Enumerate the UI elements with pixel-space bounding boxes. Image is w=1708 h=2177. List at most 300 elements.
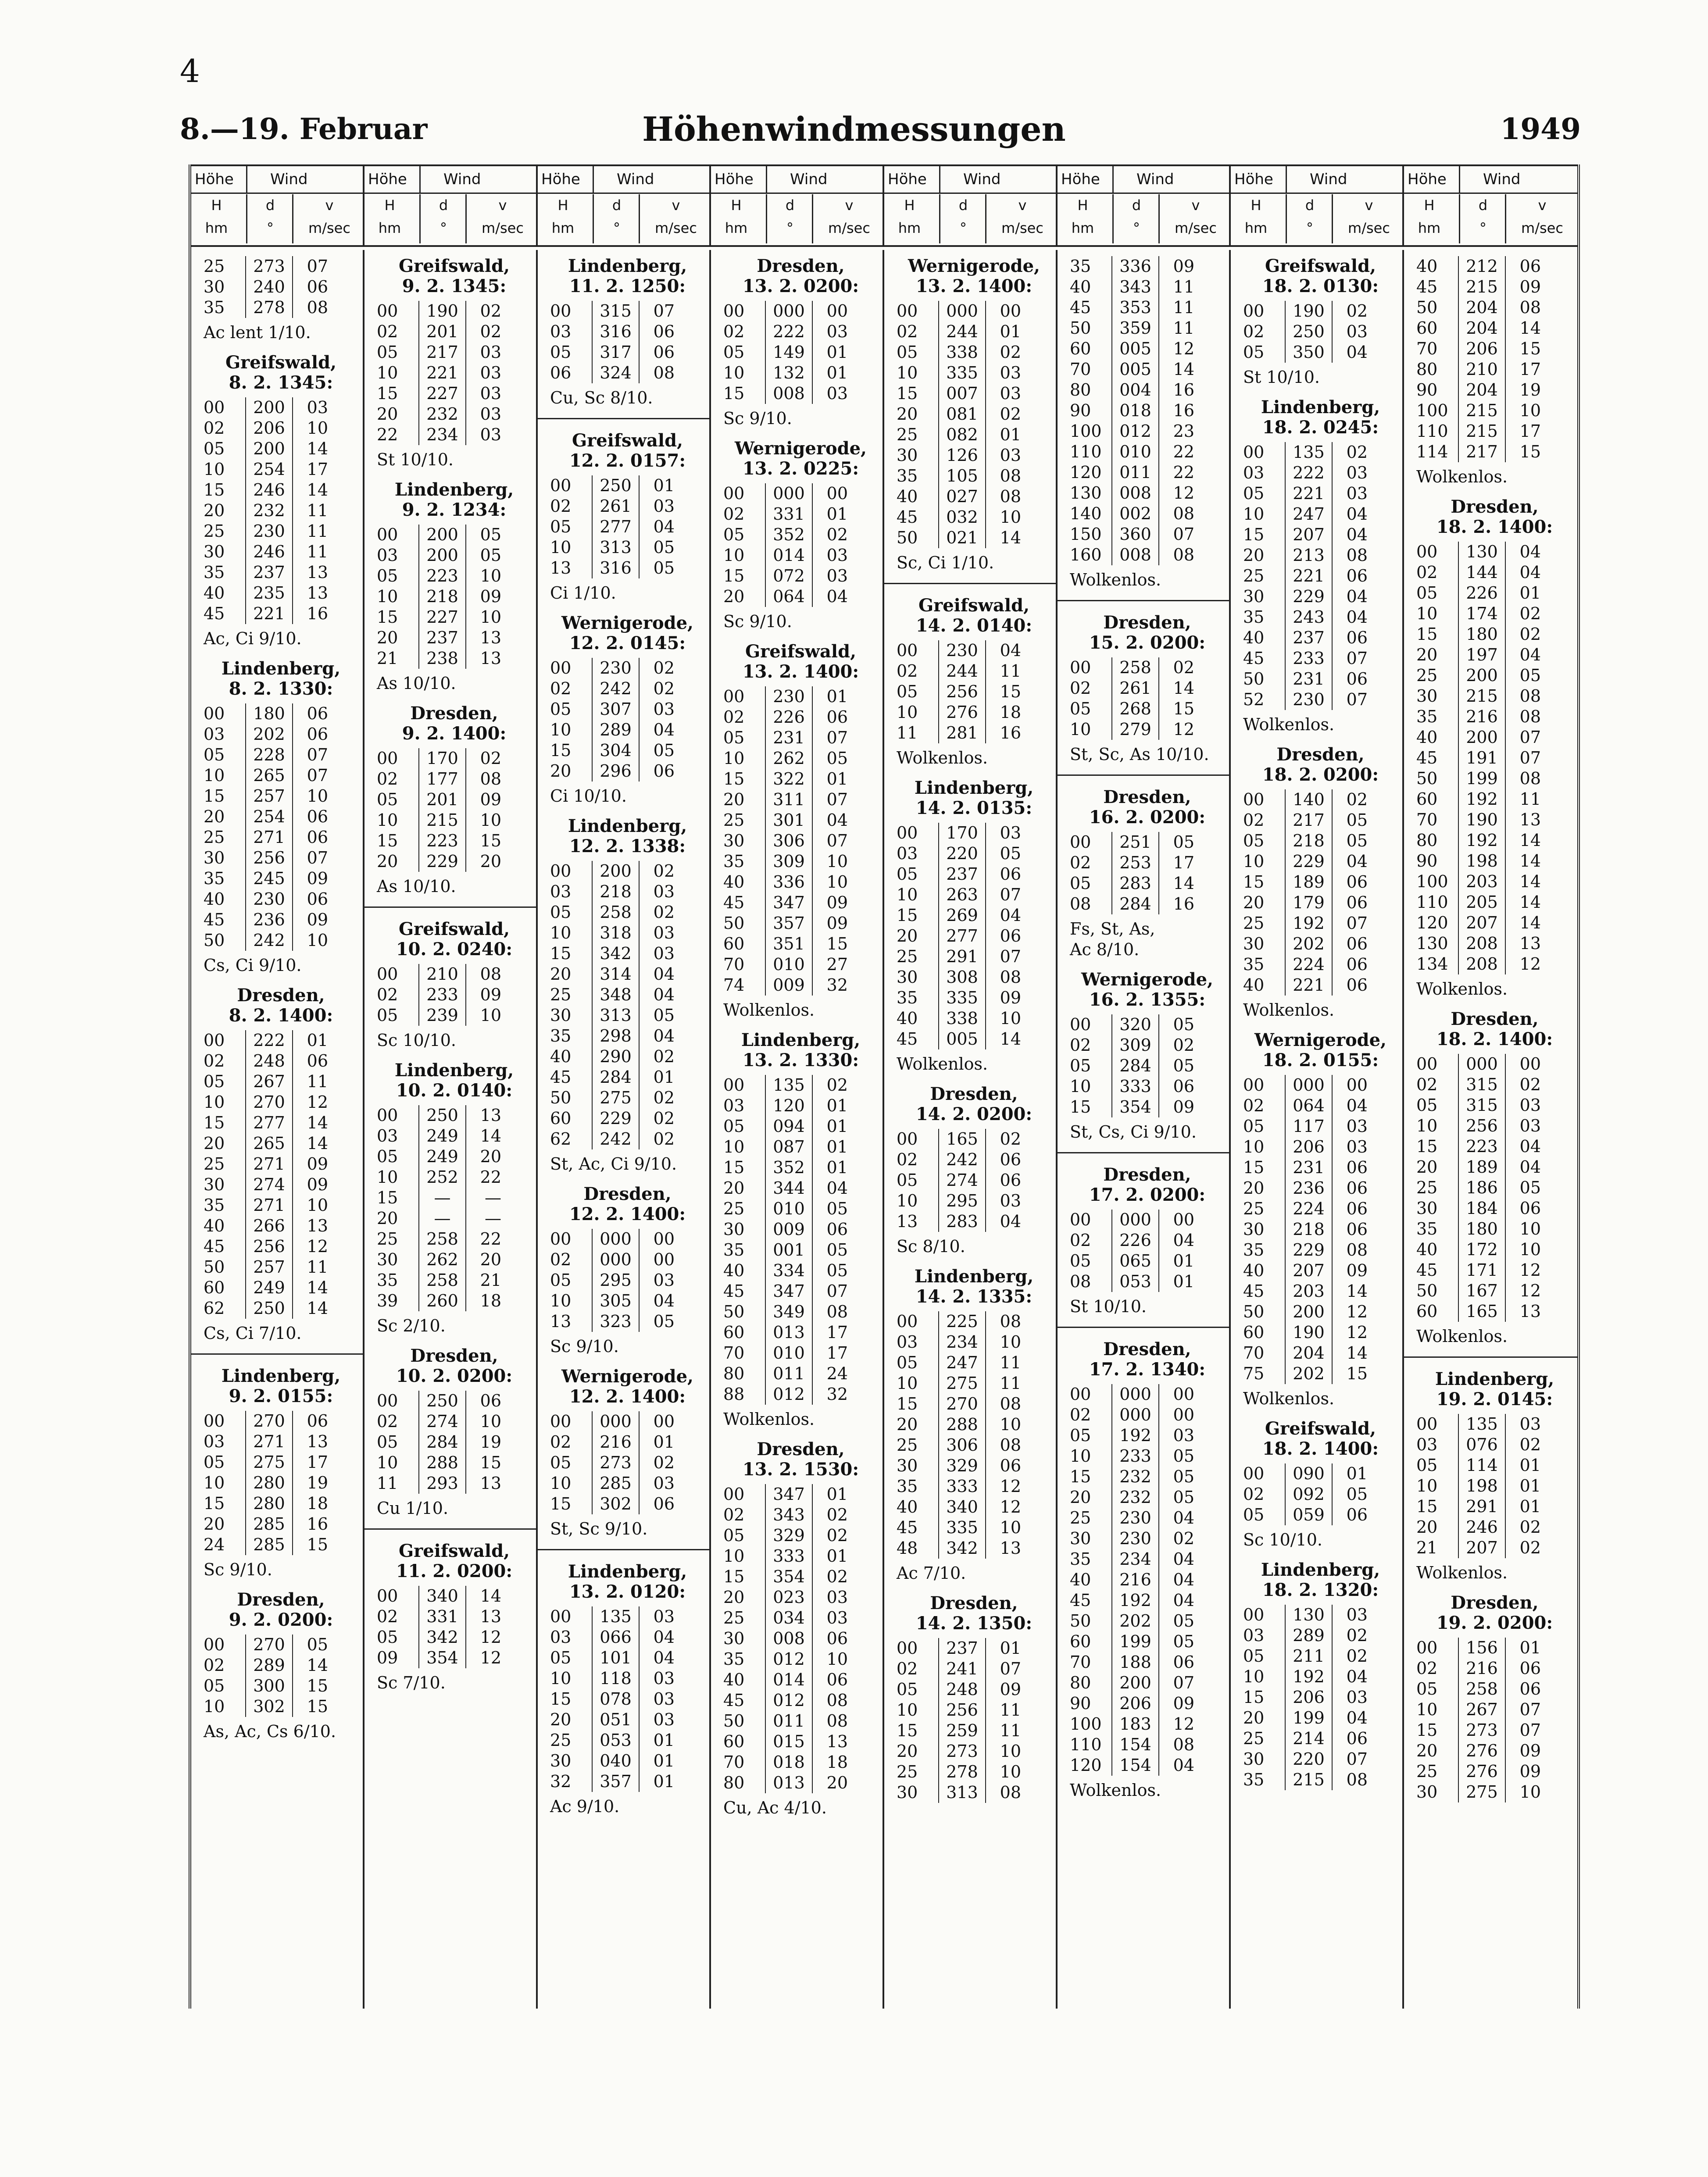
station-title-line: Greifswald, <box>918 595 1030 616</box>
speed-value: 02 <box>1346 1646 1368 1666</box>
direction-value: 214 <box>1285 1728 1333 1749</box>
direction-value: 262 <box>418 1249 466 1270</box>
height-value: 05 <box>897 864 918 884</box>
table-row <box>723 1567 878 1587</box>
direction-value: 226 <box>1458 583 1506 603</box>
station-block <box>1416 256 1573 487</box>
header-symbol: H <box>1251 197 1261 214</box>
height-value: 39 <box>377 1291 398 1310</box>
table-row <box>377 1249 532 1270</box>
direction-value: 334 <box>765 1260 813 1281</box>
direction-value: 118 <box>592 1668 640 1689</box>
table-row <box>204 724 358 745</box>
speed-value: 04 <box>653 985 675 1004</box>
height-value: 20 <box>377 1209 398 1228</box>
station-title-line: 13. 2. 1530: <box>742 1459 859 1480</box>
cloud-note <box>1070 919 1225 960</box>
speed-value: 11 <box>307 521 328 541</box>
height-value: 20 <box>550 1710 572 1729</box>
table-row <box>550 923 705 943</box>
table-row <box>1416 1414 1573 1435</box>
speed-value: 06 <box>1346 872 1368 892</box>
direction-value: 207 <box>1285 1260 1333 1281</box>
station-block <box>204 1590 358 1742</box>
height-value: 130 <box>1416 934 1448 953</box>
cloud-note <box>377 1030 532 1051</box>
station-title-line: 17. 2. 0200: <box>1089 1185 1206 1205</box>
table-row <box>723 1484 878 1505</box>
direction-value: 215 <box>418 810 466 831</box>
header-divider <box>1158 194 1160 243</box>
station-title-line: Dresden, <box>1451 496 1539 517</box>
direction-value: 258 <box>418 1229 466 1249</box>
table-row <box>723 321 878 342</box>
table-row <box>377 648 532 669</box>
height-value: 15 <box>1416 1137 1438 1156</box>
station-title <box>377 1541 532 1581</box>
height-value: 05 <box>723 1526 745 1545</box>
height-value: 05 <box>1243 1505 1265 1524</box>
station-title-line: 18. 2. 0245: <box>1262 417 1379 438</box>
height-value: 15 <box>723 769 745 789</box>
direction-value: 207 <box>1458 913 1506 933</box>
speed-value: 04 <box>653 1648 675 1667</box>
table-row <box>1070 380 1225 400</box>
table-row <box>204 277 358 297</box>
speed-value: 18 <box>1000 703 1021 722</box>
table-row <box>897 967 1051 988</box>
direction-value: 130 <box>1458 542 1506 562</box>
cloud-note <box>204 1721 358 1742</box>
direction-value: 265 <box>245 765 293 786</box>
direction-value: 192 <box>1111 1425 1159 1446</box>
table-row <box>723 1690 878 1711</box>
table-row <box>204 1473 358 1493</box>
table-row <box>1416 913 1573 933</box>
height-value: 50 <box>204 931 225 950</box>
direction-value: 135 <box>592 1606 640 1627</box>
direction-value: 156 <box>1458 1638 1506 1658</box>
header-hoehe: Höhe <box>715 171 754 188</box>
station-block <box>1416 1369 1573 1583</box>
height-value: 35 <box>723 1240 745 1260</box>
speed-value: 19 <box>1519 380 1541 400</box>
table-row <box>723 769 878 789</box>
speed-value: 04 <box>653 720 675 739</box>
direction-value: 172 <box>1458 1239 1506 1260</box>
height-value: 00 <box>723 301 745 321</box>
height-value: 00 <box>550 1607 572 1626</box>
header-symbol: d <box>439 197 448 214</box>
direction-value: 221 <box>1285 975 1333 996</box>
height-value: 30 <box>1416 1782 1438 1802</box>
direction-value: 320 <box>1111 1014 1159 1035</box>
station-title-line: 13. 2. 1330: <box>742 1050 859 1071</box>
table-row <box>204 1452 358 1473</box>
direction-value: 357 <box>765 913 813 934</box>
table-column <box>364 250 538 2009</box>
direction-value: 197 <box>1458 645 1506 665</box>
direction-value: 000 <box>1458 1054 1506 1074</box>
direction-value: 256 <box>245 848 293 868</box>
station-block <box>723 256 878 429</box>
direction-value: 296 <box>592 761 640 782</box>
table-row <box>1416 1198 1573 1219</box>
direction-value: 241 <box>938 1659 986 1679</box>
station-title <box>723 1439 878 1480</box>
speed-value: 07 <box>307 766 328 785</box>
height-value: 05 <box>897 1171 918 1190</box>
height-value: 05 <box>897 1680 918 1699</box>
height-value: 02 <box>1416 1075 1438 1094</box>
direction-value: 018 <box>1111 400 1159 421</box>
height-value: 80 <box>1070 1673 1091 1692</box>
block-separator <box>1058 1152 1229 1153</box>
cloud-note-line: St, Ac, Ci 9/10. <box>550 1154 677 1174</box>
station-block <box>550 1562 705 1817</box>
height-value: 30 <box>204 277 225 296</box>
height-value: 00 <box>1243 443 1265 462</box>
height-value: 05 <box>204 1676 225 1695</box>
direction-value: 215 <box>1458 686 1506 707</box>
height-value: 70 <box>1416 810 1438 829</box>
direction-value: 015 <box>765 1731 813 1752</box>
direction-value: 011 <box>1111 462 1159 483</box>
station-title-line: Lindenberg, <box>394 1060 514 1081</box>
table-row <box>723 545 878 566</box>
speed-value: 12 <box>1173 720 1194 739</box>
station-title <box>550 256 705 296</box>
table-row <box>550 301 705 321</box>
table-row <box>550 699 705 720</box>
direction-value: 064 <box>765 586 813 607</box>
cloud-note <box>1243 714 1398 735</box>
speed-value: 17 <box>826 1343 848 1363</box>
height-value: 70 <box>1416 339 1438 358</box>
speed-value: 14 <box>307 1278 328 1297</box>
station-title-line: 11. 2. 0200: <box>396 1561 513 1581</box>
speed-value: 01 <box>1000 322 1021 341</box>
height-value: 15 <box>897 906 918 925</box>
direction-value: 229 <box>418 851 466 872</box>
table-row <box>897 1476 1051 1497</box>
speed-value: 21 <box>480 1271 501 1290</box>
height-value: 00 <box>377 749 398 768</box>
height-value: 45 <box>723 1281 745 1301</box>
station-title-line: Lindenberg, <box>568 256 687 276</box>
table-row <box>204 1514 358 1535</box>
height-value: 30 <box>204 542 225 561</box>
table-row <box>1416 933 1573 954</box>
speed-value: 06 <box>1000 1150 1021 1169</box>
height-value: 40 <box>1243 1261 1265 1280</box>
header-wind: Wind <box>1136 171 1174 188</box>
station-title-line: 14. 2. 1335: <box>915 1286 1033 1307</box>
direction-value: 001 <box>765 1240 813 1260</box>
speed-value: 03 <box>653 1710 675 1729</box>
speed-value: 15 <box>307 1535 328 1554</box>
header-unit: hm <box>898 220 921 236</box>
cloud-note-line: St, Sc 9/10. <box>550 1519 648 1538</box>
table-row <box>723 954 878 975</box>
direction-value: 342 <box>418 1627 466 1648</box>
direction-value: 222 <box>245 1030 293 1051</box>
speed-value: 02 <box>1519 625 1541 644</box>
table-row <box>1070 1076 1225 1097</box>
height-value: 05 <box>377 1147 398 1166</box>
direction-value: 226 <box>1111 1230 1159 1251</box>
speed-value: 19 <box>480 1432 501 1452</box>
speed-value: 02 <box>1346 790 1368 809</box>
height-value: 00 <box>723 1485 745 1504</box>
direction-value: 293 <box>418 1473 466 1494</box>
station-block <box>1243 745 1398 1021</box>
height-value: 10 <box>204 1473 225 1492</box>
table-row <box>897 702 1051 723</box>
direction-value: 216 <box>592 1432 640 1453</box>
height-value: 45 <box>204 1237 225 1256</box>
direction-value: 230 <box>245 889 293 910</box>
height-value: 50 <box>723 1711 745 1731</box>
station-title-line: Wernigerode, <box>735 438 867 459</box>
height-value: 10 <box>377 363 398 382</box>
header-units <box>538 194 709 243</box>
height-value: 45 <box>1416 1260 1438 1280</box>
cloud-note-line: Cs, Ci 9/10. <box>204 956 302 975</box>
direction-value: 200 <box>1111 1673 1159 1693</box>
height-value: 30 <box>897 446 918 465</box>
table-row <box>550 1249 705 1270</box>
table-row <box>1416 1455 1573 1476</box>
direction-value: 270 <box>245 1635 293 1655</box>
direction-value: 243 <box>1285 607 1333 628</box>
height-value: 03 <box>1416 1435 1438 1454</box>
direction-value: 217 <box>1458 442 1506 462</box>
header-top <box>538 166 709 194</box>
station-title-line: Wernigerode, <box>561 613 693 633</box>
speed-value: 14 <box>480 1126 501 1146</box>
speed-value: 20 <box>480 1147 501 1166</box>
table-row <box>550 321 705 342</box>
height-value: 20 <box>723 1588 745 1607</box>
table-row <box>204 562 358 583</box>
cloud-note <box>550 388 705 408</box>
station-title-line: Dresden, <box>583 1184 672 1204</box>
station-block <box>1416 497 1573 999</box>
height-value: 00 <box>1243 301 1265 321</box>
speed-value: 04 <box>1346 1096 1368 1115</box>
height-value: 03 <box>377 546 398 565</box>
header-symbol: H <box>1424 197 1435 214</box>
station-title-line: Greifswald, <box>225 352 337 373</box>
speed-value: 15 <box>1000 682 1021 701</box>
station-block <box>897 778 1051 1074</box>
table-row <box>550 1432 705 1453</box>
table-row <box>1243 1302 1398 1322</box>
height-value: 20 <box>1243 893 1265 912</box>
table-row <box>723 1587 878 1608</box>
station-title-line: 9. 2. 1234: <box>402 500 507 520</box>
speed-value: 08 <box>1000 1783 1021 1802</box>
speed-value: 07 <box>1519 748 1541 767</box>
speed-value: 02 <box>480 749 501 768</box>
direction-value: 215 <box>1458 421 1506 442</box>
speed-value: 04 <box>1346 587 1368 606</box>
speed-value: 02 <box>1519 1538 1541 1557</box>
speed-value: 16 <box>1173 380 1194 400</box>
speed-value: 22 <box>1173 463 1194 482</box>
height-value: 90 <box>1070 1694 1091 1713</box>
speed-value: 16 <box>1173 894 1194 914</box>
station-block <box>1070 1339 1225 1801</box>
table-row <box>377 301 532 321</box>
station-title <box>377 1346 532 1386</box>
page-number: 4 <box>180 53 200 89</box>
direction-value: 021 <box>938 528 986 548</box>
station-title-line: 19. 2. 0200: <box>1436 1613 1553 1633</box>
speed-value: 16 <box>1173 401 1194 420</box>
direction-value: 221 <box>1285 483 1333 504</box>
table-row <box>204 397 358 418</box>
station-title <box>204 659 358 699</box>
table-row <box>550 475 705 496</box>
direction-value: 204 <box>1458 318 1506 339</box>
speed-value: 14 <box>1519 892 1541 912</box>
table-row <box>897 1538 1051 1559</box>
height-value: 25 <box>204 257 225 276</box>
direction-value: 005 <box>938 1029 986 1049</box>
direction-value: 234 <box>938 1332 986 1353</box>
direction-value: 140 <box>1285 789 1333 810</box>
direction-value: 215 <box>1285 1770 1333 1790</box>
height-value: 03 <box>204 724 225 744</box>
direction-value: 220 <box>1285 1749 1333 1770</box>
height-value: 00 <box>1243 790 1265 809</box>
table-row <box>897 1373 1051 1394</box>
direction-value: 279 <box>1111 719 1159 740</box>
table-row <box>1243 831 1398 851</box>
direction-value: 222 <box>1285 463 1333 483</box>
height-value: 05 <box>723 525 745 544</box>
table-row <box>1070 1570 1225 1590</box>
table-row <box>1416 421 1573 442</box>
height-value: 00 <box>897 1312 918 1331</box>
height-value: 25 <box>1416 1762 1438 1781</box>
height-value: 11 <box>377 1474 398 1493</box>
direction-value: 344 <box>765 1178 813 1199</box>
cloud-note-line: As 10/10. <box>377 877 456 896</box>
cloud-note <box>550 1519 705 1539</box>
table-row <box>377 1453 532 1473</box>
height-value: 10 <box>897 363 918 382</box>
table-row <box>723 913 878 934</box>
speed-value: 01 <box>826 1158 848 1177</box>
speed-value: 09 <box>826 914 848 933</box>
height-value: 20 <box>897 1742 918 1761</box>
speed-value: 04 <box>1173 1231 1194 1250</box>
height-value: 00 <box>1416 1414 1438 1434</box>
speed-value: 17 <box>307 1453 328 1472</box>
speed-value: 11 <box>307 1257 328 1277</box>
speed-value: 03 <box>1519 1414 1541 1434</box>
table-row <box>377 810 532 831</box>
speed-value: 08 <box>1346 1770 1368 1789</box>
direction-value: 204 <box>1285 1343 1333 1363</box>
height-value: 62 <box>550 1129 572 1149</box>
header-symbol: d <box>612 197 622 214</box>
table-row <box>1243 1625 1398 1646</box>
speed-value: 10 <box>480 566 501 585</box>
table-row <box>723 1608 878 1628</box>
speed-value: 14 <box>1346 1343 1368 1363</box>
table-row <box>1070 359 1225 380</box>
direction-value: 347 <box>765 892 813 913</box>
table-row <box>550 1088 705 1108</box>
table-row <box>1070 1631 1225 1652</box>
station-title <box>897 1267 1051 1307</box>
table-row <box>1070 1097 1225 1117</box>
column-header <box>711 166 884 245</box>
table-row <box>550 1751 705 1771</box>
table-row <box>204 703 358 724</box>
header-units <box>884 194 1056 243</box>
direction-value: 291 <box>1458 1496 1506 1517</box>
station-title-line: 19. 2. 0145: <box>1436 1389 1553 1410</box>
table-row <box>897 1497 1051 1517</box>
table-row <box>377 525 532 545</box>
direction-value: 192 <box>1111 1590 1159 1611</box>
station-title-line: Greifswald, <box>572 430 683 451</box>
header-unit: m/sec <box>1348 220 1390 236</box>
table-row <box>1070 1271 1225 1292</box>
height-value: 05 <box>1243 484 1265 503</box>
height-value: 25 <box>897 1762 918 1781</box>
table-row <box>204 786 358 807</box>
table-row <box>1070 1056 1225 1076</box>
speed-value: 04 <box>1346 504 1368 524</box>
station-block <box>897 596 1051 768</box>
height-value: 05 <box>550 1271 572 1290</box>
speed-value: 06 <box>307 889 328 909</box>
cloud-note <box>377 450 532 470</box>
station-title-line: 11. 2. 1250: <box>569 276 686 296</box>
direction-value: 004 <box>1111 380 1159 400</box>
direction-value: 192 <box>1458 830 1506 851</box>
speed-value: 06 <box>1346 893 1368 912</box>
height-value: 00 <box>377 1106 398 1125</box>
header-top <box>364 166 536 194</box>
direction-value: — <box>418 1188 466 1208</box>
direction-value: 354 <box>1111 1097 1159 1117</box>
speed-value: 06 <box>1173 1652 1194 1672</box>
table-row <box>1243 1178 1398 1199</box>
height-value: 60 <box>1243 1323 1265 1342</box>
direction-value: 246 <box>1458 1517 1506 1538</box>
station-title <box>1243 397 1398 438</box>
direction-value: 207 <box>1285 525 1333 545</box>
height-value: 70 <box>723 1752 745 1772</box>
table-row <box>1416 892 1573 913</box>
speed-value: 05 <box>307 1635 328 1654</box>
height-value: 15 <box>1416 1720 1438 1740</box>
header-symbol: d <box>1305 197 1315 214</box>
height-value: 25 <box>1070 1508 1091 1527</box>
direction-value: 269 <box>938 905 986 926</box>
direction-value: 009 <box>765 975 813 996</box>
cloud-note <box>204 628 358 649</box>
direction-value: 236 <box>1285 1178 1333 1199</box>
speed-value: 03 <box>653 1689 675 1709</box>
